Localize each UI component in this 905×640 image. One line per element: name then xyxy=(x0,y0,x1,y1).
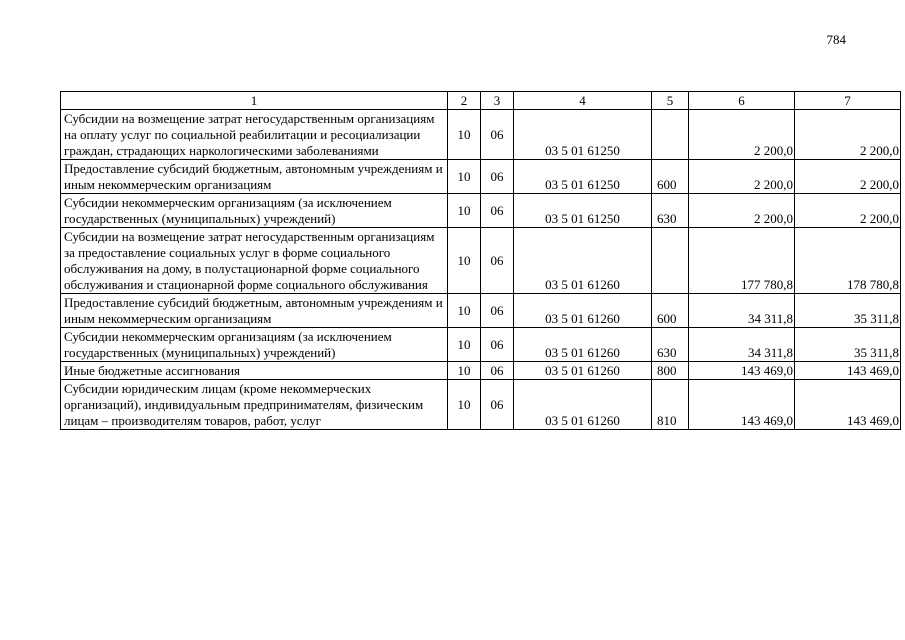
item-name-cell: Предоставление субсидий бюджетным, автономным учреждениям и иным некоммерческим организациям xyxy=(61,294,448,328)
item-name-cell: Субсидии юридическим лицам (кроме некоммерческих организаций), индивидуальным предпринимателям, физическим лицам – производителям товаров, работ, услуг xyxy=(61,380,448,430)
section-cell: 10 xyxy=(448,228,481,294)
target-code-cell: 03 5 01 61260 xyxy=(514,380,652,430)
subsection-cell: 06 xyxy=(481,228,514,294)
expense-type-cell: 810 xyxy=(652,380,689,430)
amount-col6-cell: 2 200,0 xyxy=(689,110,795,160)
amount-col6-cell: 177 780,8 xyxy=(689,228,795,294)
section-cell: 10 xyxy=(448,294,481,328)
item-name-cell: Предоставление субсидий бюджетным, автономным учреждениям и иным некоммерческим организациям xyxy=(61,160,448,194)
item-name-cell: Субсидии некоммерческим организациям (за исключением государственных (муниципальных) учреждений) xyxy=(61,328,448,362)
section-cell: 10 xyxy=(448,380,481,430)
subsection-cell: 06 xyxy=(481,294,514,328)
subsection-cell: 06 xyxy=(481,380,514,430)
section-cell: 10 xyxy=(448,194,481,228)
amount-col7-cell: 143 469,0 xyxy=(795,380,901,430)
amount-col6-cell: 2 200,0 xyxy=(689,194,795,228)
column-header: 5 xyxy=(652,92,689,110)
column-header: 7 xyxy=(795,92,901,110)
subsection-cell: 06 xyxy=(481,160,514,194)
expense-type-cell: 800 xyxy=(652,362,689,380)
amount-col7-cell: 35 311,8 xyxy=(795,294,901,328)
table-row xyxy=(61,160,901,194)
target-code-cell: 03 5 01 61260 xyxy=(514,294,652,328)
amount-col6-cell: 2 200,0 xyxy=(689,160,795,194)
table-row xyxy=(61,362,901,380)
amount-col7-cell: 2 200,0 xyxy=(795,110,901,160)
target-code-cell: 03 5 01 61250 xyxy=(514,110,652,160)
table-header-row xyxy=(61,92,901,110)
amount-col6-cell: 34 311,8 xyxy=(689,328,795,362)
subsection-cell: 06 xyxy=(481,110,514,160)
section-cell: 10 xyxy=(448,160,481,194)
amount-col6-cell: 143 469,0 xyxy=(689,380,795,430)
expense-type-cell xyxy=(652,228,689,294)
column-header: 2 xyxy=(448,92,481,110)
target-code-cell: 03 5 01 61260 xyxy=(514,362,652,380)
table-row xyxy=(61,228,901,294)
column-header: 6 xyxy=(689,92,795,110)
subsection-cell: 06 xyxy=(481,328,514,362)
expense-type-cell: 600 xyxy=(652,160,689,194)
section-cell: 10 xyxy=(448,362,481,380)
item-name-cell: Субсидии некоммерческим организациям (за исключением государственных (муниципальных) учреждений) xyxy=(61,194,448,228)
table-row xyxy=(61,110,901,160)
amount-col7-cell: 2 200,0 xyxy=(795,160,901,194)
column-header: 4 xyxy=(514,92,652,110)
item-name-cell: Иные бюджетные ассигнования xyxy=(61,362,448,380)
expense-type-cell: 630 xyxy=(652,194,689,228)
amount-col7-cell: 143 469,0 xyxy=(795,362,901,380)
section-cell: 10 xyxy=(448,328,481,362)
amount-col6-cell: 143 469,0 xyxy=(689,362,795,380)
budget-table xyxy=(60,91,901,430)
column-header: 3 xyxy=(481,92,514,110)
table-row xyxy=(61,294,901,328)
table-row xyxy=(61,328,901,362)
expense-type-cell: 600 xyxy=(652,294,689,328)
expense-type-cell xyxy=(652,110,689,160)
item-name-cell: Субсидии на возмещение затрат негосударственным организациям за предоставление социальных услуг в форме социального обслуживания на дому, в полустационарной форме социального обслуживания и стационарной форме социального обслуживания xyxy=(61,228,448,294)
table-row xyxy=(61,194,901,228)
item-name-cell: Субсидии на возмещение затрат негосударственным организациям на оплату услуг по социальной реабилитации и ресоциализации граждан, страдающих наркологическими заболеваниями xyxy=(61,110,448,160)
amount-col6-cell: 34 311,8 xyxy=(689,294,795,328)
table-row xyxy=(61,380,901,430)
amount-col7-cell: 178 780,8 xyxy=(795,228,901,294)
target-code-cell: 03 5 01 61260 xyxy=(514,228,652,294)
column-header: 1 xyxy=(61,92,448,110)
target-code-cell: 03 5 01 61260 xyxy=(514,328,652,362)
page-number: 784 xyxy=(826,32,846,47)
amount-col7-cell: 35 311,8 xyxy=(795,328,901,362)
subsection-cell: 06 xyxy=(481,194,514,228)
amount-col7-cell: 2 200,0 xyxy=(795,194,901,228)
section-cell: 10 xyxy=(448,110,481,160)
target-code-cell: 03 5 01 61250 xyxy=(514,160,652,194)
subsection-cell: 06 xyxy=(481,362,514,380)
expense-type-cell: 630 xyxy=(652,328,689,362)
target-code-cell: 03 5 01 61250 xyxy=(514,194,652,228)
